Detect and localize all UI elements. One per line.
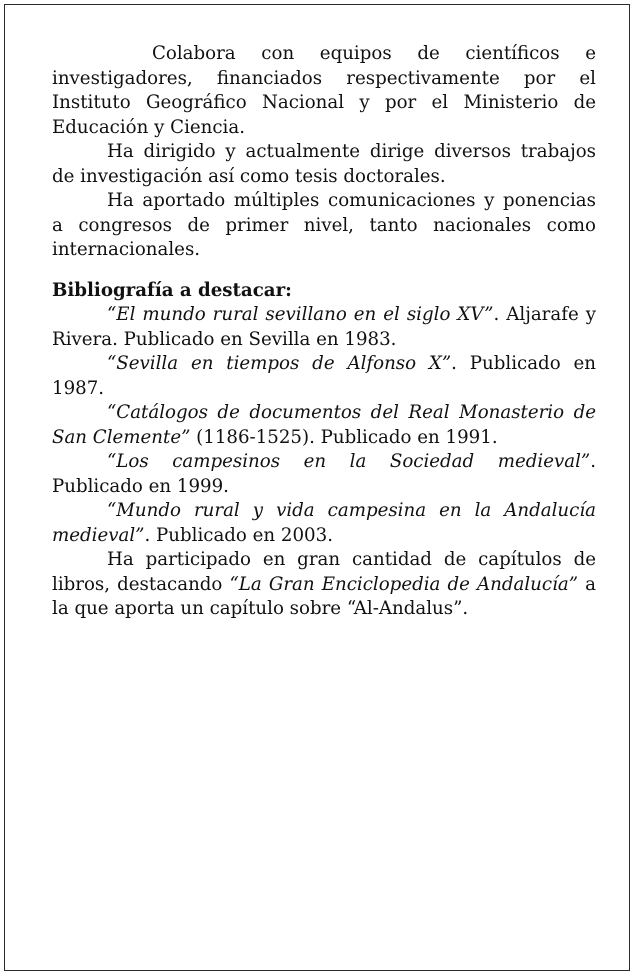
bibliography-item-details: . Publicado en 2003.: [144, 524, 333, 546]
bibliography-heading: Bibliografía a destacar:: [52, 279, 292, 301]
bibliography-item-title: “Mundo rural y vida campesina en la Andalucía medieval”: [52, 500, 596, 546]
closing-paragraph: [52, 548, 596, 622]
bibliography-item: [52, 303, 596, 352]
intro-paragraph-2: Ha dirigido y actualmente dirige diversos trabajos de investigación así como tesis doctorales.: [52, 141, 596, 187]
bibliography-item-details: . Aljarafe y Rivera. Publicado en Sevilla en 1983.: [52, 304, 596, 350]
bibliography-item: [52, 401, 596, 450]
bibliography-item-details: (1186-1525). Publicado en 1991.: [190, 426, 498, 448]
closing-book-title: “La Gran Enciclopedia de Andalucía”: [229, 573, 579, 595]
intro-paragraph-3: Ha aportado múltiples comunicaciones y ponencias a congresos de primer nivel, tanto nacionales como internacionales.: [52, 190, 596, 260]
closing-text-end: a la que aporta un capítulo sobre “Al-Andalus”.: [52, 573, 596, 619]
document-body: [52, 42, 596, 622]
bibliography-item: [52, 352, 596, 401]
bibliography-item-title: “El mundo rural sevillano en el siglo XV”: [107, 304, 494, 325]
page-frame: [4, 4, 630, 971]
bibliography-item-title: “Sevilla en tiempos de Alfonso X”: [107, 353, 452, 374]
bibliography-item-details: . Publicado en 1999.: [52, 451, 596, 497]
bibliography-item-details: . Publicado en 1987.: [52, 353, 596, 399]
bibliography-item-title: “Catálogos de documentos del Real Monasterio de San Clemente”: [52, 402, 596, 448]
closing-text-start: Ha participado en gran cantidad de capítulos de libros, destacando: [52, 549, 596, 595]
intro-paragraph-1: Colabora con equipos de científicos e investigadores, financiados respectivamente por el Instituto Geográfico Nacional y por el Ministerio de Educación y Ciencia.: [52, 43, 596, 138]
bibliography-item: [52, 499, 596, 548]
bibliography-item-title: “Los campesinos en la Sociedad medieval”: [107, 451, 591, 472]
bibliography-item: [52, 450, 596, 499]
